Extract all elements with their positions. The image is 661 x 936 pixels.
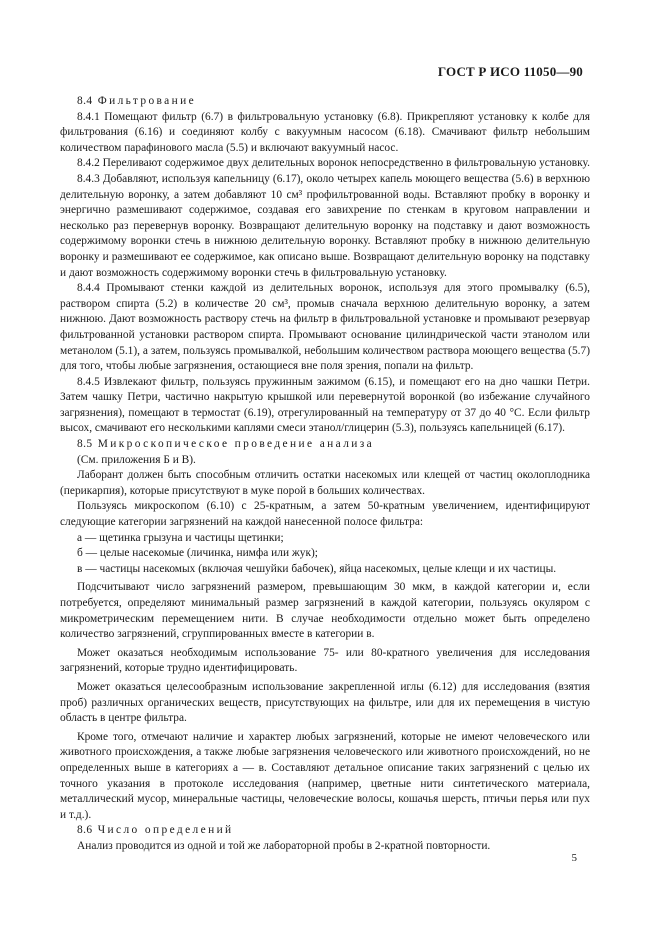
section-number: 8.4 [77,95,93,107]
paragraph: Подсчитывают число загрязнений размером, превышающим 30 мкм, в каждой категории и, если потребуется, определяют минимальный размер загрязнений в каждой категории, пользуясь окуляром с микрометрическим перемещением нити. В случае необходимости отдельно может быть определено количество загрязнений, сгруппированных вместе в категории в. [60,581,590,641]
section-number: 8.5 [77,438,93,451]
paragraph: Пользуясь микроскопом (6.10) с 25-кратным, а затем 50-кратным увеличением, идентифицируют следующие категории загрязнений на каждой нанесенной полосе фильтра: [60,500,590,529]
paragraph: 8.4.2 Переливают содержимое двух делительных воронок непосредственно в фильтровальную установку. [77,157,590,170]
paragraph: а — щетинка грызуна и частицы щетинки; [77,531,284,544]
section-title: Число определений [97,824,234,837]
paragraph: Может оказаться необходимым использование 75- или 80-кратного увеличения для исследования загрязнений, которые трудно идентифицировать. [60,646,590,675]
paragraph: 8.4.5 Извлекают фильтр, пользуясь пружинным зажимом (6.15), и помещают его на дно чашки Петри. Затем чашку Петри, частично накрытую крышкой или перевернутой воронкой (во избежание случайного загрязнения), помещают в термостат (6.19), отрегулированный на температуру от 37 до 40 °С. Если фильтр высох, смачивают его несколькими каплями смеси этанол/глицерин (5.3), пользуясь капельницей (6.17). [60,375,590,435]
paragraph: 8.4.3 Добавляют, используя капельницу (6.17), около четырех капель моющего вещества (5.6) в верхнюю делительную воронку, а затем добавляют 10 см³ профильтрованной воды. Вставляют пробку в воронку и энергично размешивают содержимое, создавая его завихрение по стенкам в круговом направлении и несколько раз перевернув воронку. Возвращают делительную воронку на подставку и дают возможность содержимому воронки стечь в нижнюю делительную воронку. Вставляют пробку в нижнюю делительную воронку и размешивают ее содержимое, как описано выше. Возвращают делительную воронку на подставку и дают возможность содержимому воронки стечь в фильтровальную установку. [60,172,590,279]
paragraph: Кроме того, отмечают наличие и характер любых загрязнений, которые не имеют человеческого или животного происхождения, а также любые загрязнения человеческого или животного происхождений, но не определенных выше в категориях а — в. Составляют детальное описание таких загрязнений с целью их точного указания в протоколе исследования (например, цветные нити синтетического материала, металлический мусор, минеральные частицы, человеческие волосы, кошачья шерсть, птичьи перья или пух и т.д.). [60,730,590,821]
paragraph: Анализ проводится из одной и той же лабораторной пробы в 2-кратной повторности. [77,839,491,852]
document-body [60,94,590,855]
paragraph: б — целые насекомые (личинка, нимфа или жук); [77,547,318,560]
section-heading [60,823,590,839]
paragraph: 8.4.4 Промывают стенки каждой из делительных воронок, используя для этого промывалку (6.5), раствором спирта (5.2) в количестве 20 см³, промыв сначала верхнюю делительную воронку, а затем нижнюю. Дают возможность раствору стечь на фильтр в фильтровальной установке и промывают резервуар фильтрованной установки раствором спирта. Промывают основание цилиндрической части этанолом или метанолом (5.1), а затем, пользуясь промывалкой, небольшим количеством раствора моющего вещества (5.7) для того, чтобы любые загрязнения, остающиеся вне поля зрения, попали на фильтр. [60,282,590,373]
paragraph: Лаборант должен быть способным отличить остатки насекомых или клещей от частиц околоплодника (перикарпия), которые присутствуют в муке порой в больших количествах. [60,469,590,497]
paragraph: (См. приложения Б и В). [77,453,196,466]
paragraph: 8.4.1 Помещают фильтр (6.7) в фильтровальную установку (6.8). Прикрепляют установку к колбе для фильтрования (6.16) и соединяют колбу с вакуумным насосом (6.18). Смачивают фильтр небольшим количеством парафинового масла (5.5) и включают вакуумный насос. [60,110,590,154]
section-title: Фильтрование [97,95,197,107]
page-number: 5 [571,852,577,864]
document-header: ГОСТ Р ИСО 11050—90 [437,64,583,79]
section-number: 8.6 [77,824,93,837]
section-title: Микроскопическое проведение анализа [97,438,375,451]
paragraph: в — частицы насекомых (включая чешуйки бабочек), яйца насекомых, целые клещи и их частицы. [77,562,557,575]
paragraph: Может оказаться целесообразным использование закрепленной иглы (6.12) для исследования (взятия проб) различных органических веществ, присутствующих на фильтре, или для их перемещения в чистую область в центре фильтра. [60,680,590,725]
section-heading [60,94,590,110]
section-heading [60,437,590,453]
